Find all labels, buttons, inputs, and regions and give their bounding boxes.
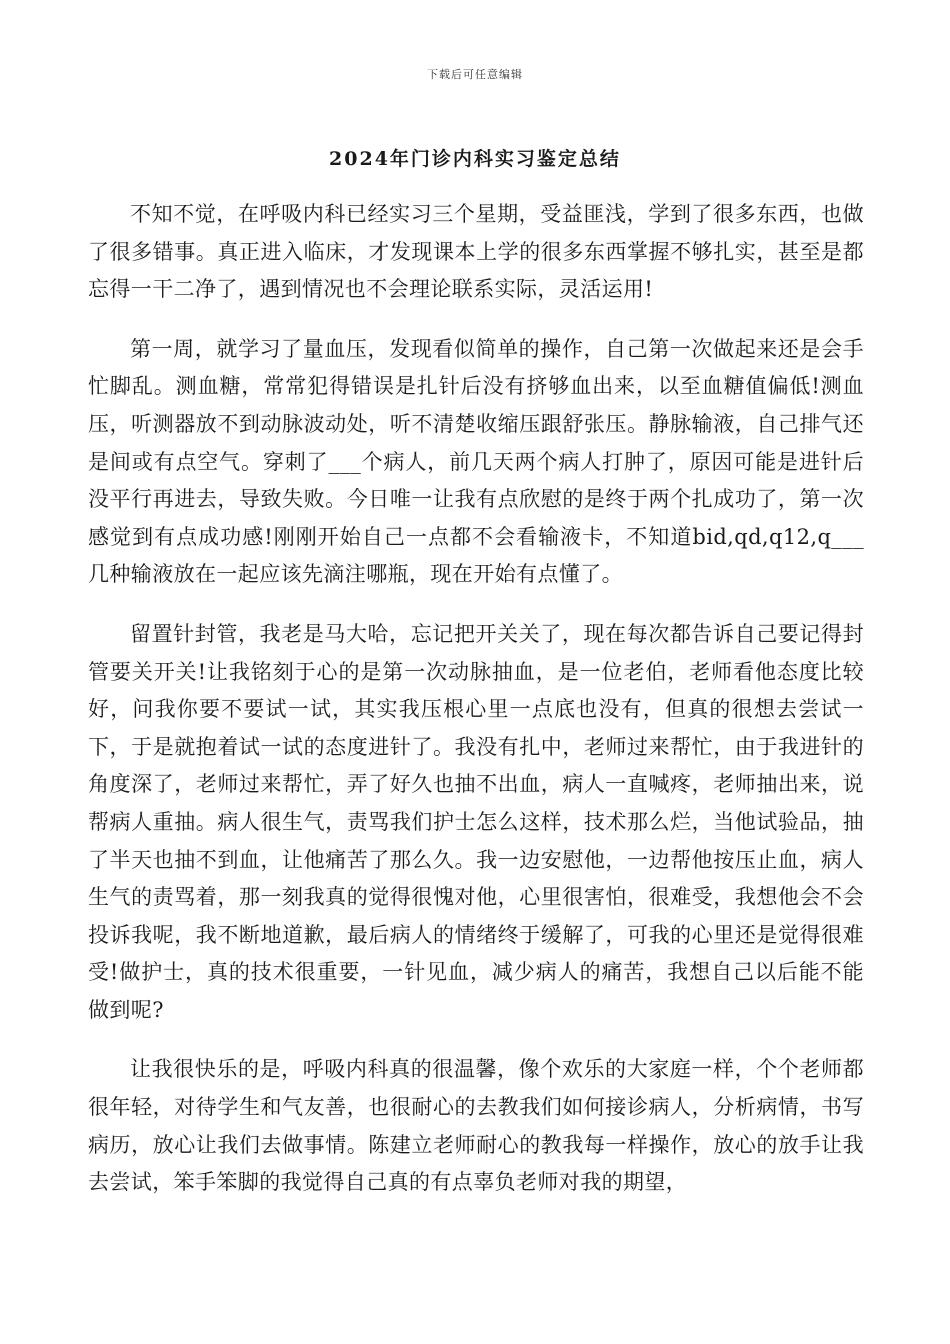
document-body bbox=[88, 196, 864, 1224]
paragraph-1: 不知不觉，在呼吸内科已经实习三个星期，受益匪浅，学到了很多东西，也做了很多错事。真正进入临床，才发现课本上学的很多东西掌握不够扎实，甚至是都忘得一干二净了，遇到情况也不会理论联系实际，灵活运用! bbox=[88, 202, 864, 302]
header-note: 下载后可任意编辑 bbox=[427, 68, 523, 81]
paragraph-4: 让我很快乐的是，呼吸内科真的很温馨，像个欢乐的大家庭一样，个个老师都很年轻，对待学生和气友善，也很耐心的去教我们如何接诊病人，分析病情，书写病历，放心让我们去做事情。陈建立老师耐心的教我每一样操作，放心的放手让我去尝试，笨手笨脚的我觉得自己真的有点辜负老师对我的期望， bbox=[88, 1057, 864, 1195]
paragraph-3: 留置针封管，我老是马大哈，忘记把开关关了，现在每次都告诉自己要记得封管要关开关!让我铭刻于心的是第一次动脉抽血，是一位老伯，老师看他态度比较好，问我你要不要试一试，其实我压根心里一点底也没有，但真的很想去尝试一下，于是就抱着试一试的态度进针了。我没有扎中，老师过来帮忙，由于我进针的角度深了，老师过来帮忙，弄了好久也抽不出血，病人一直喊疼，老师抽出来，说帮病人重抽。病人很生气，责骂我们护士怎么这样，技术那么烂，当他试验品，抽了半天也抽不到血，让他痛苦了那么久。我一边安慰他，一边帮他按压止血，病人生气的责骂着，那一刻我真的觉得很愧对他，心里很害怕，很难受，我想他会不会投诉我呢，我不断地道歉，最后病人的情绪终于缓解了，可我的心里还是觉得很难受!做护士，真的技术很重要，一针见血，减少病人的痛苦，我想自己以后能不能做到呢? bbox=[88, 621, 864, 1022]
paragraph-2: 第一周，就学习了量血压，发现看似简单的操作，自己第一次做起来还是会手忙脚乱。测血糖，常常犯得错误是扎针后没有挤够血出来，以至血糖值偏低!测血压，听测器放不到动脉波动处，听不清楚收缩压跟舒张压。静脉输液，自己排气还是间或有点空气。穿刺了___个病人，前几天两个病人打肿了，原因可能是进针后没平行再进去，导致失败。今日唯一让我有点欣慰的是终于两个扎成功了，第一次感觉到有点成功感!刚刚开始自己一点都不会看输液卡，不知道bid,qd,q12,q___几种输液放在一起应该先滴注哪瓶，现在开始有点懂了。 bbox=[88, 336, 864, 587]
document-title: 2024年门诊内科实习鉴定总结 bbox=[329, 148, 621, 170]
